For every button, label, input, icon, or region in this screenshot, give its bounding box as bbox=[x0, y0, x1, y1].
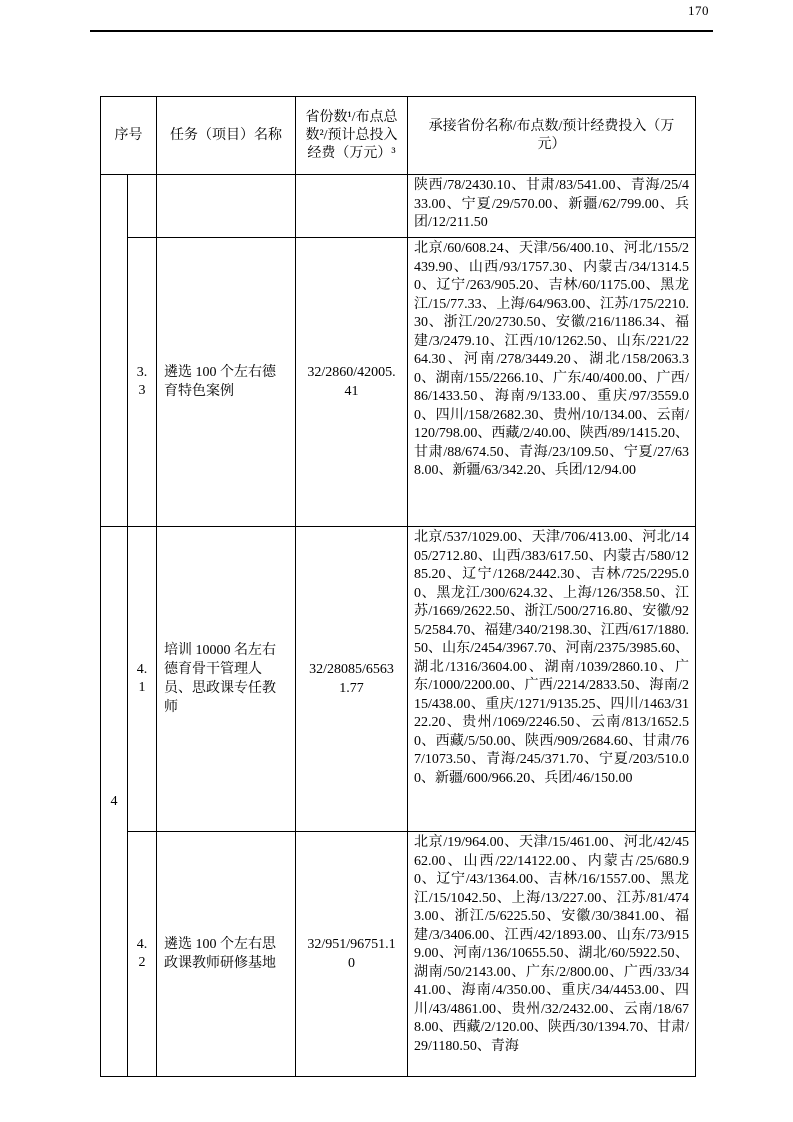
header-serial-number: 序号 bbox=[101, 97, 157, 175]
cell-subserial-4-2: 4.2 bbox=[128, 832, 157, 1077]
cell-task-4-1: 培训 10000 名左右德育骨干管理人员、思政课专任教师 bbox=[157, 527, 296, 832]
cell-subserial-empty bbox=[128, 175, 157, 238]
table-row-3-3 bbox=[101, 238, 696, 527]
task-allocation-table bbox=[100, 96, 696, 1077]
cell-task-3-3: 遴选 100 个左右德育特色案例 bbox=[157, 238, 296, 527]
table-row-continuation bbox=[101, 175, 696, 238]
cell-provinces-3-3: 北京/60/608.24、天津/56/400.10、河北/155/2439.90、山西/93/1757.30、内蒙古/34/1314.50、辽宁/263/905.20、吉林/60/1175.00、黑龙江/15/77.33、上海/64/963.00、江苏/175/2210.30、浙江/20/2730.50、安徽/216/1186.34、福建/3/2479.10、江西/10/1262.50、山东/221/2264.30、河南/278/3449.20、湖北/158/2063.30、湖南/155/2266.10、广东/40/400.00、广西/86/1433.50、海南/9/133.00、重庆/97/3559.00、四川/158/2682.30、贵州/10/134.00、云南/120/798.00、西藏/2/40.00、陕西/89/1415.20、甘肃/88/674.50、青海/23/109.50、宁夏/27/638.00、新疆/63/342.20、兵团/12/94.00 bbox=[408, 238, 696, 527]
header-task-name: 任务（项目）名称 bbox=[157, 97, 296, 175]
page-number: 170 bbox=[688, 3, 709, 18]
cell-provinces-4-2: 北京/19/964.00、天津/15/461.00、河北/42/4562.00、山西/22/14122.00、内蒙古/25/680.90、辽宁/43/1364.00、吉林/16/1557.00、黑龙江/15/1042.50、上海/13/227.00、江苏/81/4743.00、浙江/5/6225.50、安徽/30/3841.00、福建/3/3406.00、江西/42/1893.00、山东/73/9159.00、河南/136/10655.50、湖北/60/5922.50、湖南/50/2143.00、广东/2/800.00、广西/33/3441.00、海南/4/350.00、重庆/34/4453.00、四川/43/4861.00、贵州/32/2432.00、云南/18/678.00、西藏/2/120.00、陕西/30/1394.70、甘肃/29/1180.50、青海 bbox=[408, 832, 696, 1077]
table-row-4-2 bbox=[101, 832, 696, 1077]
header-province-count-budget: 省份数¹/布点总数²/预计总投入经费（万元）³ bbox=[296, 97, 408, 175]
cell-subserial-4-1: 4.1 bbox=[128, 527, 157, 832]
header-undertaking-provinces: 承接省份名称/布点数/预计经费投入（万元） bbox=[408, 97, 696, 175]
cell-task-empty bbox=[157, 175, 296, 238]
cell-stats-empty bbox=[296, 175, 408, 238]
cell-provinces-continuation: 陕西/78/2430.10、甘肃/83/541.00、青海/25/433.00、宁夏/29/570.00、新疆/62/799.00、兵团/12/211.50 bbox=[408, 175, 696, 238]
header-rule bbox=[90, 30, 713, 32]
cell-stats-3-3: 32/2860/42005.41 bbox=[296, 238, 408, 527]
table-row-4-1 bbox=[101, 527, 696, 832]
cell-serial-group-4: 4 bbox=[101, 527, 128, 1077]
cell-stats-4-1: 32/28085/65631.77 bbox=[296, 527, 408, 832]
cell-serial-group-3 bbox=[101, 175, 128, 527]
cell-subserial-3-3: 3.3 bbox=[128, 238, 157, 527]
table-header-row bbox=[101, 97, 696, 175]
cell-provinces-4-1: 北京/537/1029.00、天津/706/413.00、河北/1405/2712.80、山西/383/617.50、内蒙古/580/1285.20、辽宁/1268/2442.30、吉林/725/2295.00、黑龙江/300/624.32、上海/126/358.50、江苏/1669/2622.50、浙江/500/2716.80、安徽/925/2584.70、福建/340/2198.30、江西/617/1880.50、山东/2454/3967.70、河南/2375/3985.60、湖北/1316/3604.00、湖南/1039/2860.10、广东/1000/2200.00、广西/2214/2833.50、海南/215/438.00、重庆/1271/9135.25、四川/1463/3122.20、贵州/1069/2246.50、云南/813/1652.50、西藏/5/50.00、陕西/909/2684.60、甘肃/767/1073.50、青海/245/371.70、宁夏/203/510.00、新疆/600/966.20、兵团/46/150.00 bbox=[408, 527, 696, 832]
cell-task-4-2: 遴选 100 个左右思政课教师研修基地 bbox=[157, 832, 296, 1077]
cell-stats-4-2: 32/951/96751.10 bbox=[296, 832, 408, 1077]
